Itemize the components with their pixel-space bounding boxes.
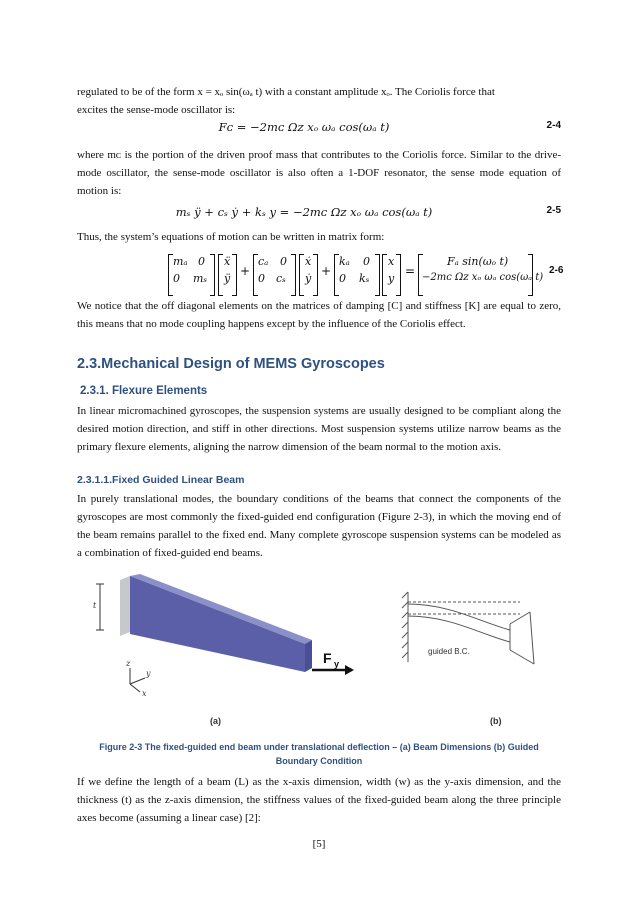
force-label: F [323,650,332,666]
matrix-bracket-right [291,254,296,296]
mass-cell: 0 [173,272,180,285]
axis-x-label: x [142,689,147,698]
paragraph-fixed-guided: In purely translational modes, the boundary conditions of the beams that connect the components of the gyroscopes are most commonly the fixed-guided end configuration (Figure 2-3), in which the moving end of the beam remains parallel to the fixed end. Many complete gyroscope suspension systems can be modeled as a combination of fixed-guided end beams. [77,493,561,559]
stiffness-cell: kₛ [359,272,370,285]
rhs-cell: −2mᴄ Ωᴢ xₒ ωₐ cos(ωₐ t) [422,272,544,283]
thickness-label: t [93,601,97,610]
equation-2-4-body: Fᴄ = −2mᴄ Ωᴢ xₒ ωₐ cos(ωₐ t) [218,120,390,134]
paragraph-intro [77,83,561,119]
stiffness-cell: 0 [339,272,346,285]
damping-cell: 0 [258,272,265,285]
equation-2-4-number: 2-4 [546,120,561,131]
axis-z-label: z [126,659,131,668]
mass-cell: mₐ [173,255,188,268]
paragraph-sense-mode: where mᴄ is the portion of the driven proof mass that contributes to the Coriolis force. Similar to the drive-mode oscillator, the sense-mode oscillator is also often a 1-DOF resonator, the sense mode equation of motion is: [77,149,561,197]
paragraph-flexure-elements: In linear micromachined gyroscopes, the suspension systems are usually designed to be compliant along the desired motion direction, and stiff in other directions. Most suspension systems utilize narrow beams as the primary flexure elements, aligning the narrow dimension of the beam normal to the motion axis. [77,405,561,453]
guided-bc-label: guided B.C. [428,647,470,656]
force-subscript: y [334,659,340,669]
rhs-cell: Fₐ sin(ωₒ t) [447,255,509,268]
acceleration-cell: ÿ [224,272,231,285]
damping-cell: cₐ [258,255,269,268]
equation-2-5 [77,205,561,223]
panel-b-label: (b) [490,716,502,726]
damping-cell: cₛ [276,272,286,285]
plus-operator: + [321,264,332,278]
stiffness-cell: 0 [363,255,370,268]
equation-2-4 [77,120,561,138]
position-cell: x [388,255,395,268]
matrix-bracket-right [528,254,533,296]
position-cell: y [388,272,395,285]
subsubsection-heading-fixed-guided-beam: 2.3.1.1.Fixed Guided Linear Beam [77,474,245,486]
mass-cell: mₛ [193,272,208,285]
matrix-bracket-left [218,254,223,296]
subsection-heading-flexure-elements: 2.3.1. Flexure Elements [80,385,208,397]
beam-dimensions-panel [96,574,354,692]
matrix-bracket-left [299,254,304,296]
paragraph-matrix-intro: Thus, the system’s equations of motion can be written in matrix form: [77,231,385,243]
velocity-cell: ẏ [305,272,312,285]
matrix-bracket-right [232,254,237,296]
paragraph-intro-line2: excites the sense-mode oscillator is: [77,104,236,116]
equation-2-5-body: mₛ ÿ + cₛ ẏ + kₛ y = −2mᴄ Ωᴢ xₒ ωₐ cos(ωₐ t) [175,205,433,219]
matrix-bracket-right [313,254,318,296]
figure-beam-diagram [90,572,550,730]
section-heading-mechanical-design: 2.3.Mechanical Design of MEMS Gyroscopes [77,356,385,372]
matrix-bracket-right [210,254,215,296]
stiffness-cell: kₐ [339,255,350,268]
equation-2-6-number: 2-6 [549,265,564,276]
mass-cell: 0 [198,255,205,268]
figure-caption: Figure 2-3 The fixed-guided end beam under translational deflection – (a) Beam Dimensions (b) Guided Boundary Condition [99,742,539,766]
paragraph-off-diagonal: We notice that the off diagonal elements on the matrices of damping [C] and stiffness [K] are equal to zero, this means that no mode coupling happens except by the influence of the Coriolis effect. [77,300,561,330]
equals-operator: = [405,264,416,278]
velocity-cell: ẋ [305,255,312,268]
figure-2-3 [90,572,550,730]
matrix-bracket-left [382,254,387,296]
matrix-bracket-right [375,254,380,296]
acceleration-cell: ẍ [224,255,231,268]
panel-a-label: (a) [210,716,221,726]
paragraph-beam-dimensions: If we define the length of a beam (L) as the x-axis dimension, width (w) as the y-axis dimension, and the thickness (t) as the z-axis dimension, the stiffness values of the fixed-guided beam along the three principle axes become (assuming a linear case) [2]: [77,776,561,824]
paragraph-intro-line1: regulated to be of the form x = xₒ sin(ωₐ t) with a constant amplitude xₒ. The Coriolis force that [77,86,495,98]
damping-cell: 0 [280,255,287,268]
plus-operator: + [240,264,251,278]
page-number: [5] [312,838,326,850]
axis-y-label: y [146,669,151,678]
equation-2-5-number: 2-5 [546,205,561,216]
matrix-bracket-right [396,254,401,296]
